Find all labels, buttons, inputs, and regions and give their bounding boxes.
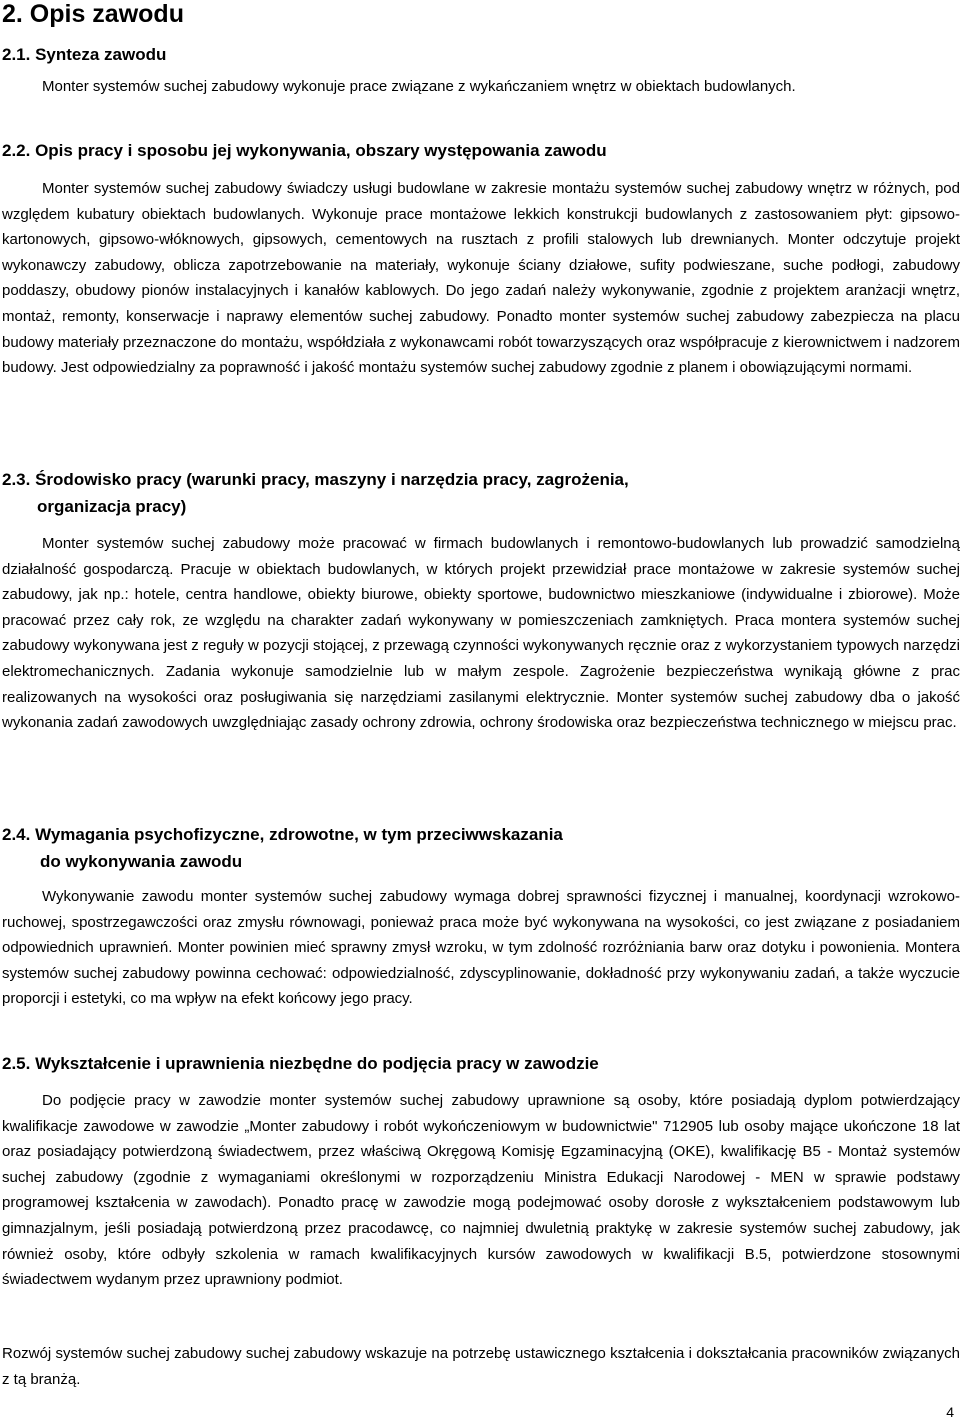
section-text-2-5: Do podjęcie pracy w zawodzie monter systemów suchej zabudowy uprawnione są osoby, które posiadają dyplom potwierdzający kwalifikacje zawodowe w zawodzie „Monter zabudowy i robót wykończeniowym w budownictwie" 712905 lub osoby mające ukończone 18 lat oraz posiadający potwierdzoną świadectwem, przez właściwą Okręgową Komisję Egzaminacyjną (OKE), kwalifikację B5 - Montaż systemów suchej zabudowy (zgodnie z wymaganiami określonymi w rozporządzeniu Ministra Edukacji Narodowej - MEN w sprawie podstawy programowej kształcenia w zawodach). Ponadto pracę w zawodzie mogą podejmować osoby dorosłe z wykształceniem podstawowym lub gimnazjalnym, jeśli posiadają potwierdzoną przez pracodawcę, co najmniej dwuletnią praktykę w zakresie systemów suchej zabudowy, jak również osoby, które odbyły szkolenia w ramach kwalifikacyjnych kursów zawodowych w kwalifikacji B.5, potwierdzone stosownymi świadectwem wydanym przez uprawniony podmiot. [2, 1092, 960, 1289]
section-heading-2-3-line2: organizacja pracy) [37, 497, 187, 516]
section-text-2-3: Monter systemów suchej zabudowy może pracować w firmach budowlanych i remontowo-budowlanych lub prowadzić samodzielną działalność gospodarczą. Pracuje w obiektach budowlanych, w których projekt przewidział prace montażowe w zakresie systemów suchej zabudowy, jak np.: hotele, centra handlowe, obiekty biurowe, obiekty sportowe, budownictwo mieszkaniowe (indywidualne i zbiorowe). Może pracować przez cały rok, ze względu na charakter zadań wykonywany w pomieszczeniach zamkniętych. Praca montera systemów suchej zabudowy wykonywana jest z reguły w pozycji stojącej, z przewagą czynności wykonywanych ręcznie oraz z wykorzystaniem typowych narzędzi elektromechanicznych. Zadania wykonuje samodzielnie lub w małym zespole. Zagrożenie bezpieczeństwa wynikają główne z prac realizowanych na wysokości oraz posługiwania się narzędziami zasilanymi elektrycznie. Monter systemów suchej zabudowy dba o jakość wykonania zadań zawodowych uwzględniając zasady ochrony zdrowia, ochrony środowiska oraz bezpieczeństwa technicznego w miejscu prac. [2, 535, 960, 732]
section-heading-2-4 [2, 822, 563, 847]
page-number: 4 [946, 1404, 954, 1420]
section-text-2-1: Monter systemów suchej zabudowy wykonuje prace związane z wykańczaniem wnętrz w obiektach budowlanych. [42, 78, 796, 95]
section-heading-line1: Środowisko pracy (warunki pracy, maszyny i narzędzia pracy, zagrożenia, [35, 470, 629, 489]
section-text-2-2: Monter systemów suchej zabudowy świadczy usługi budowlane w zakresie montażu systemów suchej zabudowy wnętrz w różnych, pod względem kubatury obiektach budowlanych. Wykonuje prace montażowe lekkich konstrukcji budowlanych z zastosowaniem płyt: gipsowo-kartonowych, gipsowo-włóknowych, gipsowych, cementowych na rusztach z profili stalowych lub drewnianych. Monter odczytuje projekt wykonawczy zabudowy, oblicza zapotrzebowanie na materiały, wykonuje ściany działowe, sufity podwieszane, suche podłogi, zabudowy poddaszy, obudowy pionów instalacyjnych i kanałów kablowych. Do jego zadań należy wykonywanie, zgodnie z projektem aranżacji wnętrz, montaż, remonty, konserwacje i naprawy elementów suchej zabudowy. Ponadto monter systemów suchej zabudowy zabezpiecza na placu budowy materiały przeznaczone do montażu, współdziała z wykonawcami robót towarzyszących oraz współpracuje z kierownictwem i nadzorem budowy. Jest odpowiedzialny za poprawność i jakość montażu systemów suchej zabudowy zgodnie z planem i obowiązującymi normami. [2, 180, 960, 377]
section-heading-line1: Wymagania psychofizyczne, zdrowotne, w tym przeciwwskazania [35, 825, 563, 844]
section-heading-2-3 [2, 467, 629, 492]
section-number: 2.4. [2, 825, 31, 844]
section-number: 2.3. [2, 470, 31, 489]
section-text-2-4: Wykonywanie zawodu monter systemów suchej zabudowy wymaga dobrej sprawności fizycznej i manualnej, koordynacji wzrokowo-ruchowej, spostrzegawczości oraz zmysłu równowagi, ponieważ praca może być wykonywana na wysokości, co jest związane z posiadaniem odpowiednich uprawnień. Monter powinien mieć sprawny zmysł wzroku, w tym zdolność rozróżniania barw oraz dotyku i powonienia. Montera systemów suchej zabudowy powinna cechować: odpowiedzialność, zdyscyplinowanie, dokładność przy wykonywaniu zadań, a także wyczucie proporcji i estetyki, co ma wpływ na efekt końcowy jego pracy. [2, 888, 960, 1008]
section-heading-2-1: 2.1. Synteza zawodu [2, 45, 167, 64]
page-title: 2. Opis zawodu [2, 0, 184, 28]
section-heading-2-4-line2: do wykonywania zawodu [40, 852, 243, 871]
section-heading-2-2: 2.2. Opis pracy i sposobu jej wykonywania, obszary występowania zawodu [2, 141, 607, 160]
section-text-2-5-extra: Rozwój systemów suchej zabudowy suchej zabudowy wskazuje na potrzebę ustawicznego kształcenia i dokształcania pracowników związanych z tą branżą. [2, 1345, 960, 1388]
section-heading-2-5: 2.5. Wykształcenie i uprawnienia niezbędne do podjęcia pracy w zawodzie [2, 1054, 599, 1073]
